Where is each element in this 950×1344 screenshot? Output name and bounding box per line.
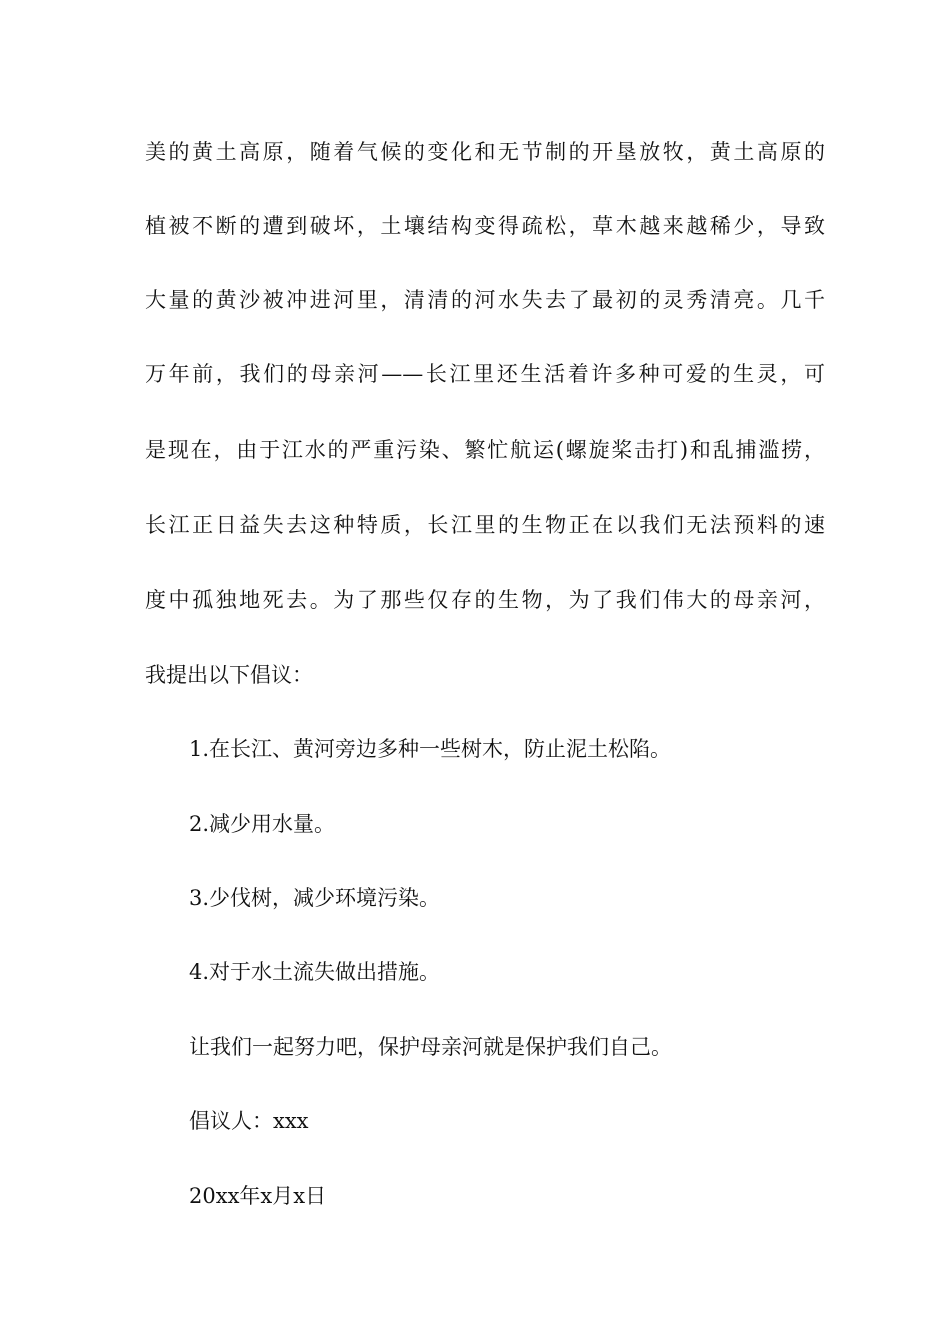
signature-line: 倡议人：xxx bbox=[189, 1109, 309, 1133]
date-line: 20xx年x月x日 bbox=[189, 1184, 327, 1208]
paragraph-line-7: 度中孤独地死去。为了那些仅存的生物，为了我们伟大的母亲河， bbox=[145, 588, 825, 612]
paragraph-line-2: 植被不断的遭到破坏，土壤结构变得疏松，草木越来越稀少，导致 bbox=[145, 214, 825, 238]
paragraph-line-5: 是现在，由于江水的严重污染、繁忙航运(螺旋桨击打)和乱捕滥捞， bbox=[145, 438, 825, 462]
paragraph-line-3: 大量的黄沙被冲进河里，清清的河水失去了最初的灵秀清亮。几千 bbox=[145, 288, 825, 312]
proposal-item-3: 3.少伐树，减少环境污染。 bbox=[189, 886, 441, 910]
closing-line: 让我们一起努力吧，保护母亲河就是保护我们自己。 bbox=[189, 1035, 672, 1059]
paragraph-line-6: 长江正日益失去这种特质，长江里的生物正在以我们无法预料的速 bbox=[145, 513, 825, 537]
paragraph-line-8: 我提出以下倡议： bbox=[145, 663, 313, 687]
proposal-item-4: 4.对于水土流失做出措施。 bbox=[189, 960, 441, 984]
paragraph-line-4: 万年前，我们的母亲河——长江里还生活着许多种可爱的生灵，可 bbox=[145, 362, 825, 386]
proposal-item-2: 2.减少用水量。 bbox=[189, 812, 336, 836]
paragraph-line-1: 美的黄土高原，随着气候的变化和无节制的开垦放牧，黄土高原的 bbox=[145, 140, 825, 164]
proposal-item-1: 1.在长江、黄河旁边多种一些树木，防止泥土松陷。 bbox=[189, 737, 672, 761]
